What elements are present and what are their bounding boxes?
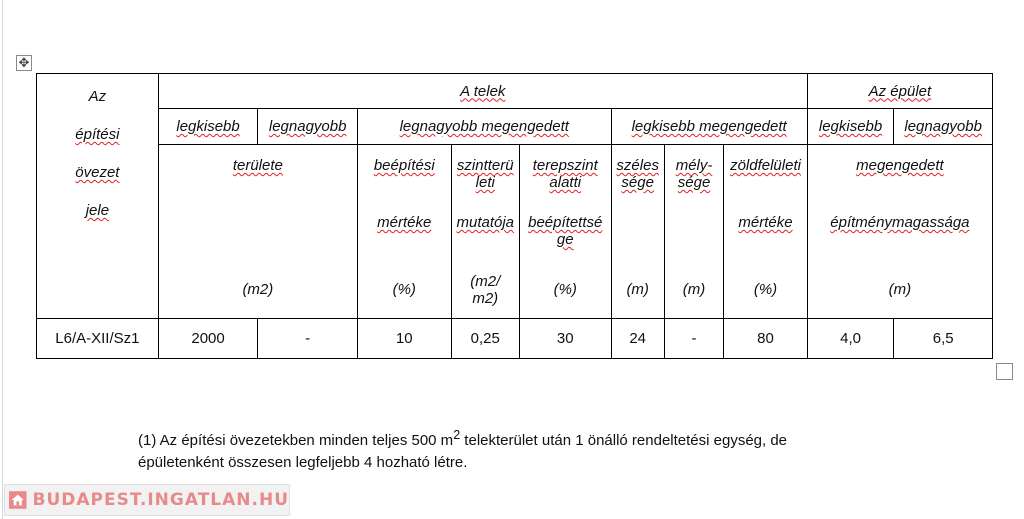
zone-header-line: övezet bbox=[75, 164, 120, 181]
height-label: megengedett bbox=[856, 157, 944, 174]
width-label: széles bbox=[616, 157, 659, 174]
footnote bbox=[138, 424, 918, 474]
area-header bbox=[158, 145, 357, 262]
max-header bbox=[258, 109, 358, 145]
watermark bbox=[4, 484, 290, 516]
floor-area-ratio-header bbox=[451, 145, 519, 262]
zone-code-cell: L6/A-XII/Sz1 bbox=[37, 319, 159, 359]
depth-cell: - bbox=[664, 319, 723, 359]
table-row bbox=[37, 319, 993, 359]
house-icon bbox=[9, 487, 27, 513]
min-allowed-header bbox=[611, 109, 807, 145]
depth-header bbox=[664, 145, 723, 262]
underground-label: ge bbox=[556, 231, 574, 248]
area-unit: (m2) bbox=[158, 262, 357, 319]
max-allowed-header bbox=[357, 109, 611, 145]
depth-label: sége bbox=[677, 174, 711, 191]
building-group-label: Az épület bbox=[868, 82, 932, 100]
underground-label: alatti bbox=[549, 174, 582, 191]
footnote-text: telekterület után 1 önálló rendeltetési egység, de bbox=[460, 432, 788, 449]
min-area-cell: 2000 bbox=[158, 319, 258, 359]
watermark-text: BUDAPEST.INGATLAN.HU bbox=[32, 490, 289, 510]
underground-cell: 30 bbox=[519, 319, 611, 359]
coverage-label: mértéke bbox=[377, 214, 432, 231]
max-label: legnagyobb bbox=[268, 118, 347, 135]
depth-unit: (m) bbox=[664, 262, 723, 319]
underground-label: terepszint bbox=[532, 157, 598, 174]
zone-id-header bbox=[37, 74, 159, 319]
coverage-header bbox=[357, 145, 451, 262]
coverage-label: beépítési bbox=[373, 157, 435, 174]
zone-header-line: jele bbox=[85, 202, 110, 219]
green-area-label: zöldfelületi bbox=[730, 157, 801, 174]
min-label: legkisebb bbox=[176, 118, 240, 135]
min-allowed-label: legkisebb megengedett bbox=[631, 118, 787, 135]
far-cell: 0,25 bbox=[451, 319, 519, 359]
width-header bbox=[611, 145, 664, 262]
building-max-label: legnagyobb bbox=[904, 118, 982, 135]
max-allowed-label: legnagyobb megengedett bbox=[399, 118, 569, 135]
green-area-label: mértéke bbox=[738, 214, 793, 231]
green-unit: (%) bbox=[724, 262, 808, 319]
height-label: építménymagassága bbox=[830, 214, 970, 231]
far-label: szintterü bbox=[456, 157, 514, 174]
max-area-cell: - bbox=[258, 319, 358, 359]
zone-header-line: Az bbox=[88, 88, 107, 105]
min-header bbox=[158, 109, 258, 145]
building-group-header bbox=[807, 74, 992, 109]
far-label: leti bbox=[475, 174, 495, 191]
footnote-line-2: épületenként összesen legfeljebb 4 hozható létre. bbox=[138, 454, 468, 471]
table-resize-handle-icon[interactable] bbox=[996, 363, 1013, 380]
green-cell: 80 bbox=[724, 319, 808, 359]
footnote-text: (1) Az építési övezetekben minden teljes 500 m bbox=[138, 432, 454, 449]
underground-label: beépítettsé bbox=[528, 214, 603, 231]
height-unit: (m) bbox=[807, 262, 992, 319]
table-move-handle-icon[interactable]: ✥ bbox=[16, 55, 32, 71]
far-unit-line: m2) bbox=[472, 289, 499, 307]
width-unit: (m) bbox=[611, 262, 664, 319]
building-height-header bbox=[807, 145, 992, 262]
far-unit bbox=[451, 262, 519, 319]
coverage-cell: 10 bbox=[357, 319, 451, 359]
plot-group-label: A telek bbox=[460, 82, 506, 100]
area-label: területe bbox=[232, 157, 283, 174]
page-edge-line bbox=[2, 0, 3, 519]
footnote-superscript: 2 bbox=[453, 428, 461, 442]
plot-group-header bbox=[158, 74, 807, 109]
footnote-line-1 bbox=[138, 424, 918, 452]
green-area-header bbox=[724, 145, 808, 262]
far-unit-line: (m2/ bbox=[470, 272, 501, 290]
building-min-header bbox=[807, 109, 894, 145]
far-label: mutatója bbox=[456, 214, 515, 231]
min-height-cell: 4,0 bbox=[807, 319, 894, 359]
width-label: sége bbox=[621, 174, 654, 191]
underground-unit: (%) bbox=[519, 262, 611, 319]
zone-header-line: építési bbox=[75, 126, 120, 143]
depth-label: mély- bbox=[675, 157, 713, 174]
width-cell: 24 bbox=[611, 319, 664, 359]
building-max-header bbox=[894, 109, 993, 145]
underground-coverage-header bbox=[519, 145, 611, 262]
building-min-label: legkisebb bbox=[818, 118, 883, 135]
max-height-cell: 6,5 bbox=[894, 319, 993, 359]
zoning-regulation-table bbox=[36, 73, 993, 359]
coverage-unit: (%) bbox=[357, 262, 451, 319]
